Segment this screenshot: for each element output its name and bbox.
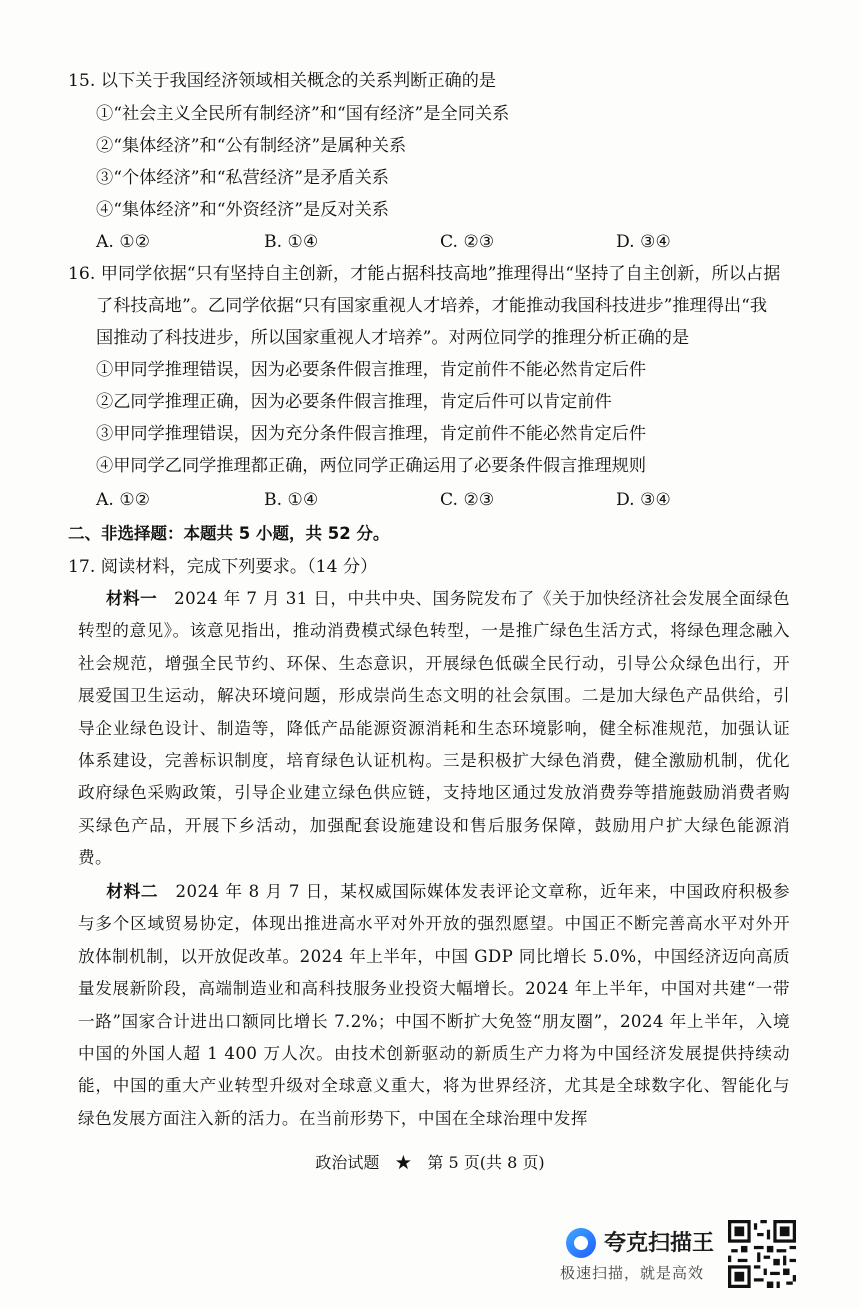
material-1-text: 2024 年 7 月 31 日，中共中央、国务院发布了《关于加快经济社会发展全面绿色转型的意见》。该意见指出，推动消费模式绿色转型，一是推广绿色生活方式，将绿色理念融入社会规范，增强全民节约、环保、生态意识，开展绿色低碳全民行动，引导公众绿色出行，开展爱国卫生运动，解决环境问题，形成崇尚生态文明的社会氛围。二是加大绿色产品供给，引导企业绿色设计、制造等，降低产品能源资源消耗和生态环境影响，健全标准规范，加强认证体系建设，完善标识制度，培育绿色认证机构。三是积极扩大绿色消费，健全激励机制，优化政府绿色采购政策，引导企业建立绿色供应链，支持地区通过发放消费券等措施鼓励消费者购买绿色产品，开展下乡活动，加强配套设施建设和售后服务保障，鼓励用户扩大绿色能源消费。 bbox=[78, 589, 790, 868]
q15-choice-a: A. ①② bbox=[96, 232, 151, 252]
q15-item-3: ③“个体经济”和“私营经济”是矛盾关系 bbox=[96, 168, 389, 188]
quark-logo-icon bbox=[566, 1228, 596, 1258]
q16-stem-line-3: 国推动了科技进步，所以国家重视人才培养”。对两位同学的推理分析正确的是 bbox=[96, 328, 690, 348]
q16-item-2: ②乙同学推理正确，因为必要条件假言推理，肯定后件可以肯定前件 bbox=[96, 392, 612, 412]
q15-choice-b: B. ①④ bbox=[264, 232, 319, 252]
q16-item-4: ④甲同学乙同学推理都正确，两位同学正确运用了必要条件假言推理规则 bbox=[96, 456, 647, 476]
page-footer: 政治试题 ★ 第 5 页(共 8 页) bbox=[315, 1153, 545, 1172]
q15-item-1: ①“社会主义全民所有制经济”和“国有经济”是全同关系 bbox=[96, 104, 510, 124]
q16-stem-line-1: 16. 甲同学依据“只有坚持自主创新，才能占据科技高地”推理得出“坚持了自主创新，所以占据 bbox=[68, 264, 781, 284]
q16-choice-c: C. ②③ bbox=[440, 490, 495, 510]
q16-item-1: ①甲同学推理错误，因为必要条件假言推理，肯定前件不能必然肯定后件 bbox=[96, 360, 647, 380]
scanner-watermark bbox=[560, 1218, 730, 1288]
q16-choice-b: B. ①④ bbox=[264, 490, 319, 510]
qr-code-icon bbox=[728, 1220, 796, 1288]
q16-stem-line-2: 了科技高地”。乙同学依据“只有国家重视人才培养，才能推动我国科技进步”推理得出“我 bbox=[96, 296, 768, 316]
q15-stem: 15. 以下关于我国经济领域相关概念的关系判断正确的是 bbox=[68, 71, 497, 91]
material-2-text: 2024 年 8 月 7 日，某权威国际媒体发表评论文章称，近年来，中国政府积极参与多个区域贸易协定，体现出推进高水平对外开放的强烈愿望。中国正不断完善高水平对外开放体制机制，以开放促改革。2024 年上半年，中国 GDP 同比增长 5.0%，中国经济迈向高质量发展新阶段，高端制造业和高科技服务业投资大幅增长。2024 年上半年，中国对共建“一带一路”国家合计进出口额同比增长 7.2%；中国不断扩大免签“朋友圈”，2024 年上半年，入境中国的外国人超 1 400 万人次。由技术创新驱动的新质生产力将为中国经济发展提供持续动能，中国的重大产业转型升级对全球意义重大，将为世界经济，尤其是全球数字化、智能化与绿色发展方面注入新的活力。在当前形势下，中国在全球治理中发挥 bbox=[78, 882, 790, 1128]
q16-item-3: ③甲同学推理错误，因为充分条件假言推理，肯定前件不能必然肯定后件 bbox=[96, 424, 647, 444]
watermark-name: 夸克扫描王 bbox=[604, 1231, 715, 1256]
material-1 bbox=[78, 583, 790, 875]
q15-choice-d: D. ③④ bbox=[616, 232, 671, 252]
q16-choice-d: D. ③④ bbox=[616, 490, 671, 510]
q15-item-4: ④“集体经济”和“外资经济”是反对关系 bbox=[96, 200, 389, 220]
q15-item-2: ②“集体经济”和“公有制经济”是属种关系 bbox=[96, 136, 407, 156]
material-2 bbox=[78, 876, 790, 1135]
q17-stem: 17. 阅读材料，完成下列要求。（14 分） bbox=[68, 557, 378, 577]
q16-choice-a: A. ①② bbox=[96, 490, 151, 510]
q15-choices bbox=[96, 229, 736, 255]
q15-choice-c: C. ②③ bbox=[440, 232, 495, 252]
q16-choices bbox=[96, 487, 736, 513]
material-1-label: 材料一 bbox=[106, 589, 158, 608]
watermark-tagline: 极速扫描，就是高效 bbox=[560, 1264, 705, 1282]
material-2-label: 材料二 bbox=[106, 882, 159, 901]
section-heading: 二、非选择题：本题共 5 小题，共 52 分。 bbox=[68, 524, 390, 543]
